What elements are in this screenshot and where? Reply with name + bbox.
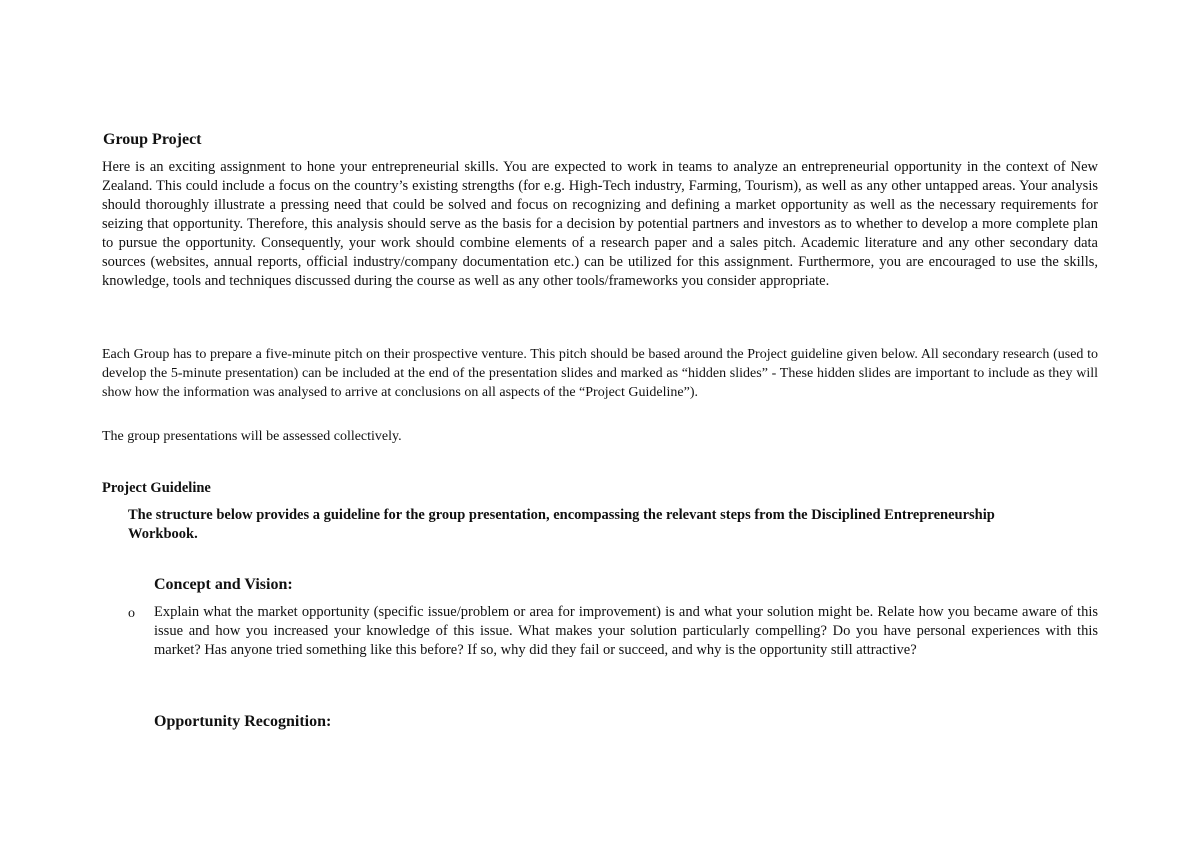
project-guideline-heading: Project Guideline (102, 480, 211, 496)
group-project-intro-paragraph: Here is an exciting assignment to hone your entrepreneurial skills. You are expected to work in teams to analyze an entrepreneurial opportunity in the context of New Zealand. This could include a focus on the country’s existing strengths (for e.g. High-Tech industry, Farming, Tourism), as well as any other untapped areas. Your analysis should thoroughly illustrate a pressing need that could be solved and focus on recognizing and defining a market opportunity as well as the necessary requirements for seizing that opportunity. Therefore, this analysis should serve as the basis for a decision by potential partners and investors as to whether to develop a more complete plan to pursue the opportunity. Consequently, your work should combine elements of a research paper and a sales pitch. Academic literature and any other secondary data sources (websites, annual reports, official industry/company documentation etc.) can be utilized for this assignment. Furthermore, you are encouraged to use the skills, knowledge, tools and techniques discussed during the course as well as any other tools/frameworks you consider appropriate. (102, 159, 1098, 289)
group-project-heading: Group Project (103, 131, 202, 148)
project-guideline-intro: The structure below provides a guideline for the group presentation, encompassing the relevant steps from the Disciplined Entrepreneurship Workbook. (128, 507, 995, 542)
bullet-marker: o (128, 606, 135, 621)
assessment-paragraph: The group presentations will be assessed collectively. (102, 429, 402, 444)
concept-and-vision-bullet-text: Explain what the market opportunity (specific issue/problem or area for improvement) is and what your solution might be. Relate how you became aware of this issue and how you increased your knowledge of this issue. What makes your solution particularly compelling? Do you have personal experiences with this market? Has anyone tried something like this before? If so, why did they fail or succeed, and why is the opportunity still attractive? (154, 604, 1098, 658)
concept-and-vision-heading: Concept and Vision: (154, 576, 293, 593)
opportunity-recognition-heading: Opportunity Recognition: (154, 713, 332, 730)
pitch-paragraph: Each Group has to prepare a five-minute pitch on their prospective venture. This pitch should be based around the Project guideline given below. All secondary research (used to develop the 5-minute presentation) can be included at the end of the presentation slides and marked as “hidden slides” - These hidden slides are important to include as they will show how the information was analysed to arrive at conclusions on all aspects of the “Project Guideline”). (102, 347, 1098, 400)
